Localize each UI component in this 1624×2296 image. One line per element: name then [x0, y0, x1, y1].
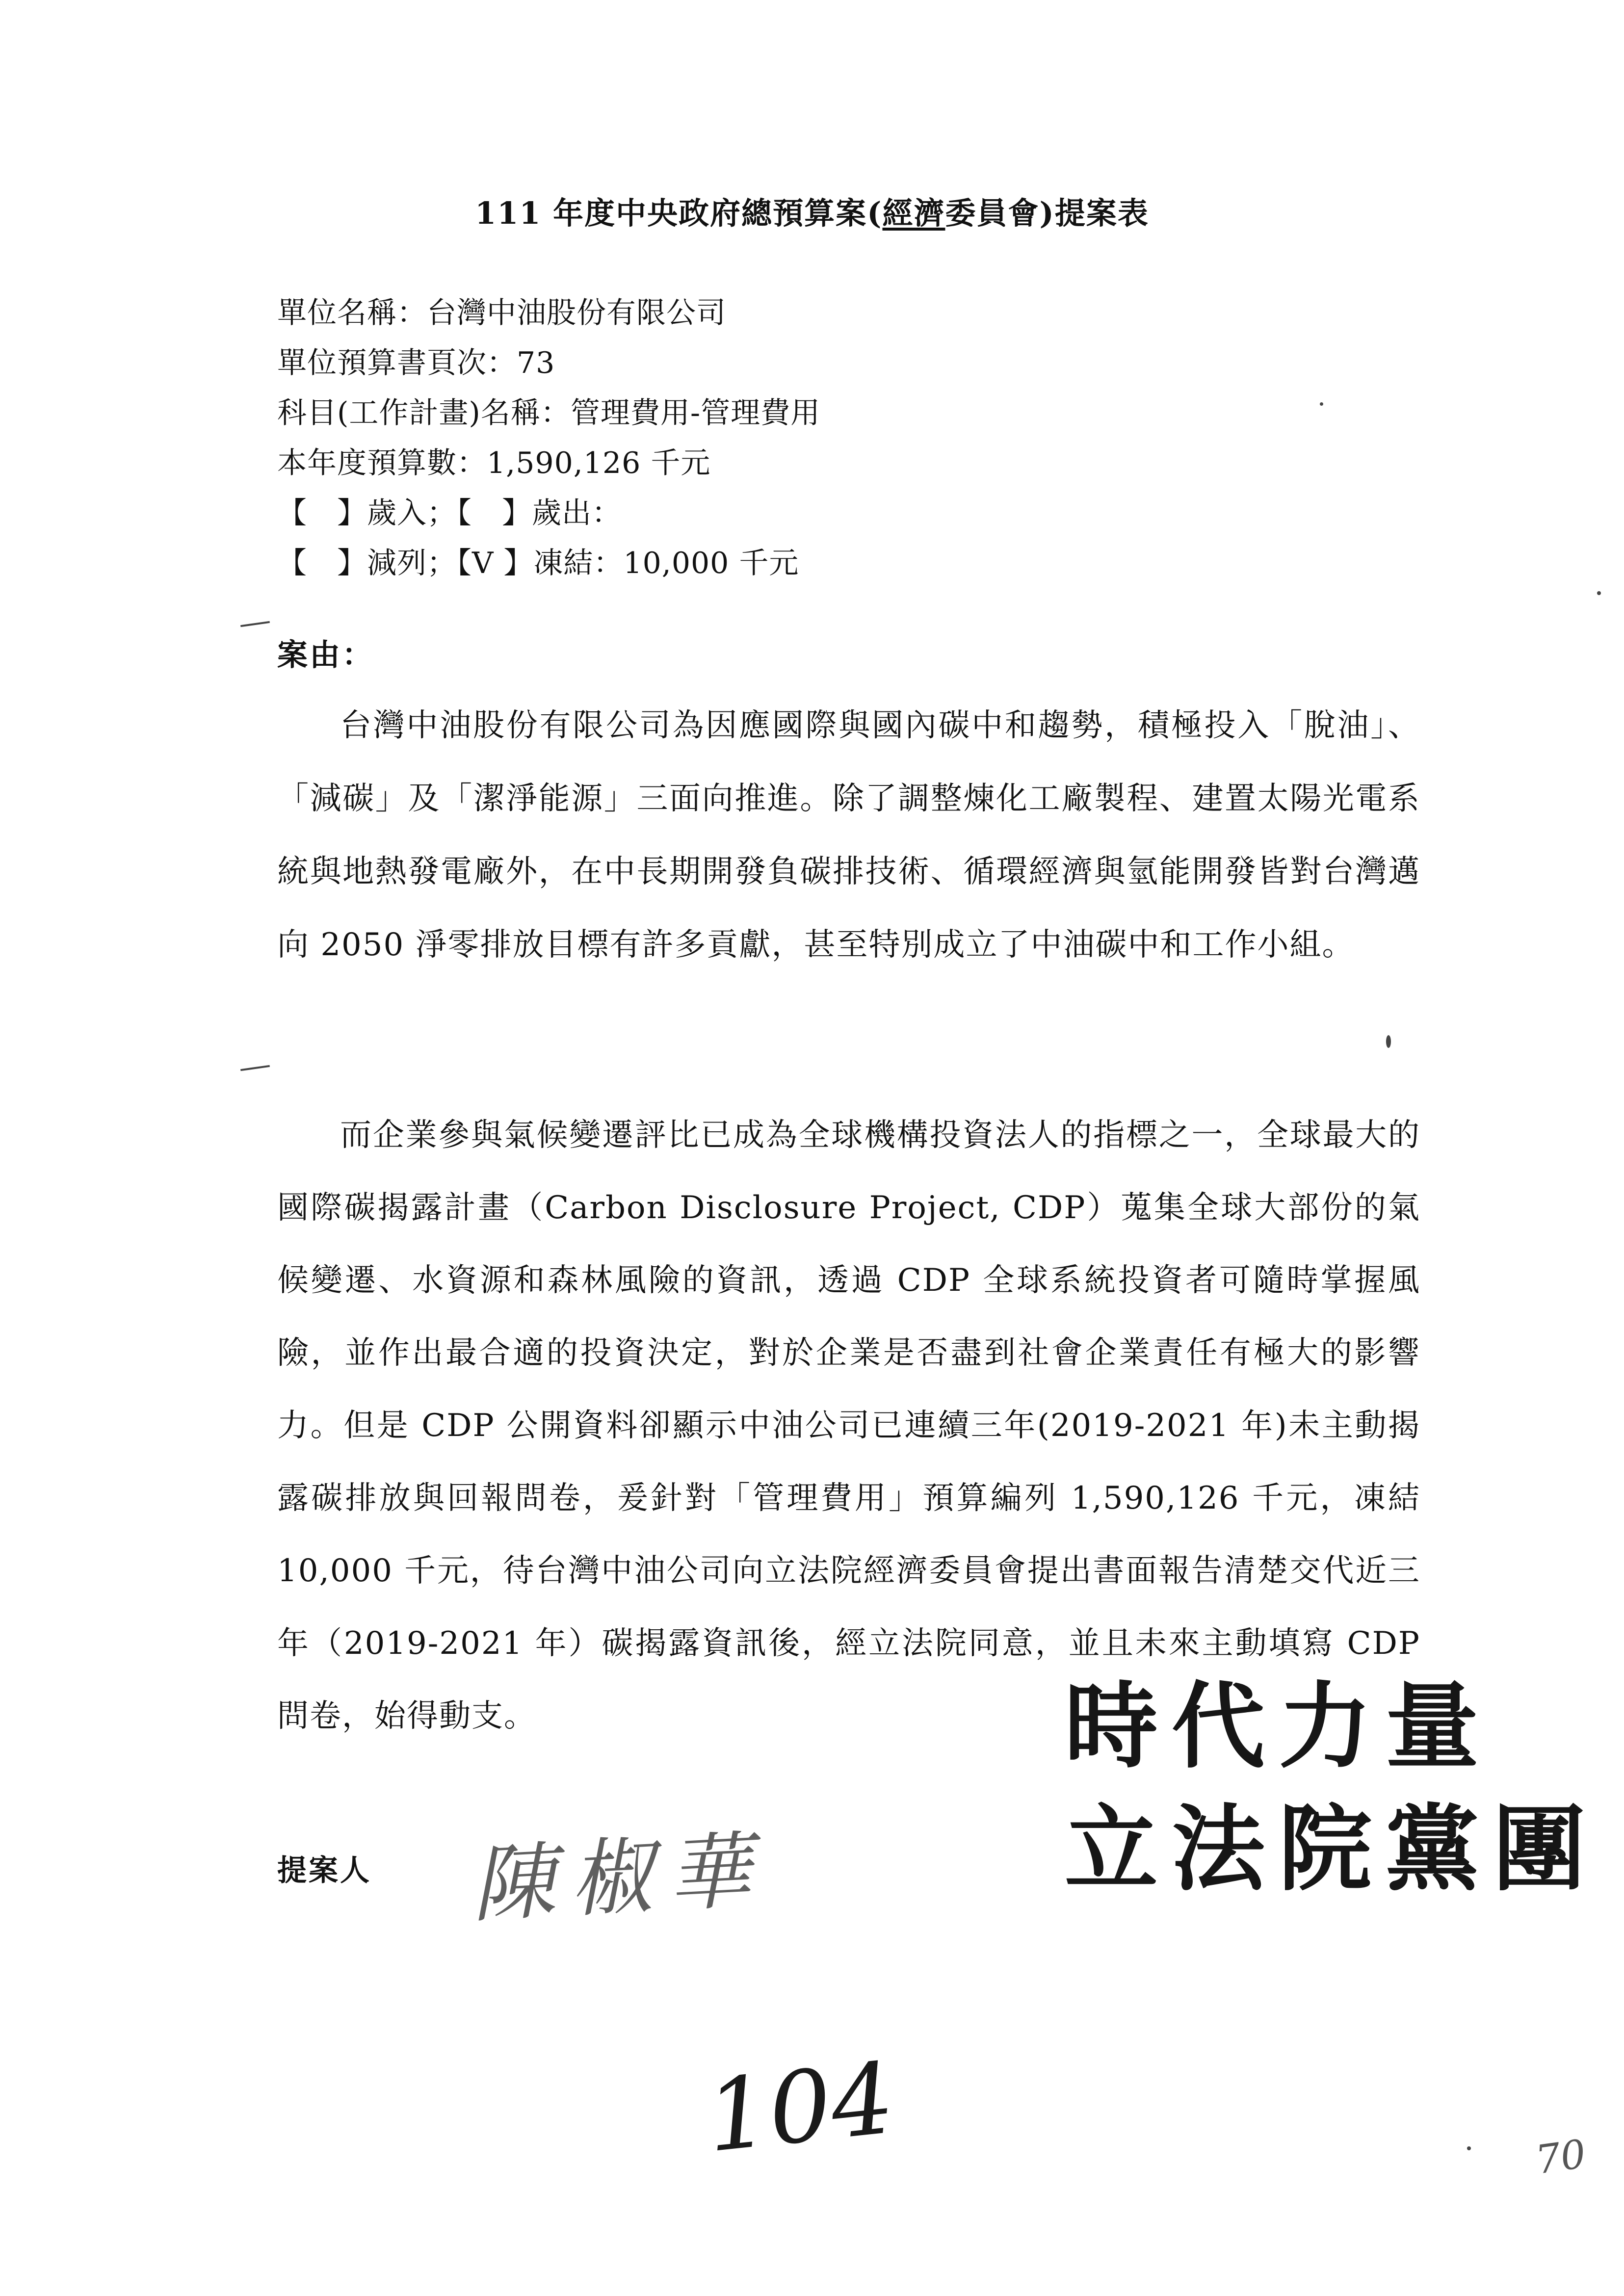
binding-tick-mark	[240, 621, 270, 627]
party-caucus-stamp	[1065, 1666, 1600, 1911]
reason-paragraph-2: 而企業參與氣候變遷評比已成為全球機構投資法人的指標之一，全球最大的國際碳揭露計畫（Carbon Disclosure Project, CDP）蒐集全球大部份的氣候變遷、水資源和森林風險的資訊，透過 CDP 全球系統投資者可隨時掌握風險，並作出最合適的投資決定，對於企業是否盡到社會企業責任有極大的影響力。但是 CDP 公開資料卻顯示中油公司已連續三年(2019-2021 年)未主動揭露碳排放與回報問卷，爰針對「管理費用」預算編列 1,590,126 千元，凍結 10,000 千元，待台灣中油公司向立法院經濟委員會提出書面報告清楚交代近三年（2019-2021 年）碳揭露資訊後，經立法院同意，並且未來主動填寫 CDP 問卷，始得動支。	[277, 1117, 1420, 1734]
handwritten-page-number: 104	[701, 2041, 899, 2175]
scan-speck	[1320, 402, 1323, 406]
budget-page-line: 單位預算書頁次：73	[277, 346, 555, 380]
handwritten-corner-mark: 70	[1533, 2131, 1589, 2183]
revenue-expenditure-line: 【 】歲入；【 】歲出：	[277, 496, 622, 530]
reason-paragraph-1: 台灣中油股份有限公司為因應國際與國內碳中和趨勢，積極投入「脫油」、「減碳」及「潔淨能源」三面向推進。除了調整煉化工廠製程、建置太陽光電系統與地熱發電廠外，在中長期開發負碳排技術、循環經濟與氫能開發皆對台灣邁向 2050 淨零排放目標有許多貢獻，甚至特別成立了中油碳中和工作小組。	[277, 707, 1420, 963]
unit-name-line: 單位名稱：台灣中油股份有限公司	[277, 296, 726, 330]
scan-speck	[1597, 591, 1601, 595]
proposer-label: 提案人	[277, 1853, 371, 1888]
action-line: 【 】減列；【V 】凍結：10,000 千元	[277, 546, 799, 580]
scan-speck	[1467, 2146, 1471, 2150]
stamp-line-1: 時代力量	[1065, 1672, 1493, 1781]
reason-heading: 案由：	[277, 637, 375, 673]
scan-speck	[1386, 1035, 1391, 1048]
stamp-line-2: 立法院黨團	[1065, 1795, 1600, 1904]
title-committee: 經濟	[882, 195, 945, 231]
item-name-line: 科目(工作計畫)名稱：管理費用-管理費用	[277, 396, 821, 430]
proposer-signature: 陳椒華	[469, 1822, 768, 1934]
page-title	[0, 189, 1624, 233]
binding-tick-mark	[240, 1065, 270, 1071]
title-prefix: 111 年度中央政府總預算案(	[475, 195, 883, 231]
budget-amount-line: 本年度預算數：1,590,126 千元	[277, 446, 711, 480]
title-suffix: 委員會)提案表	[945, 195, 1149, 231]
